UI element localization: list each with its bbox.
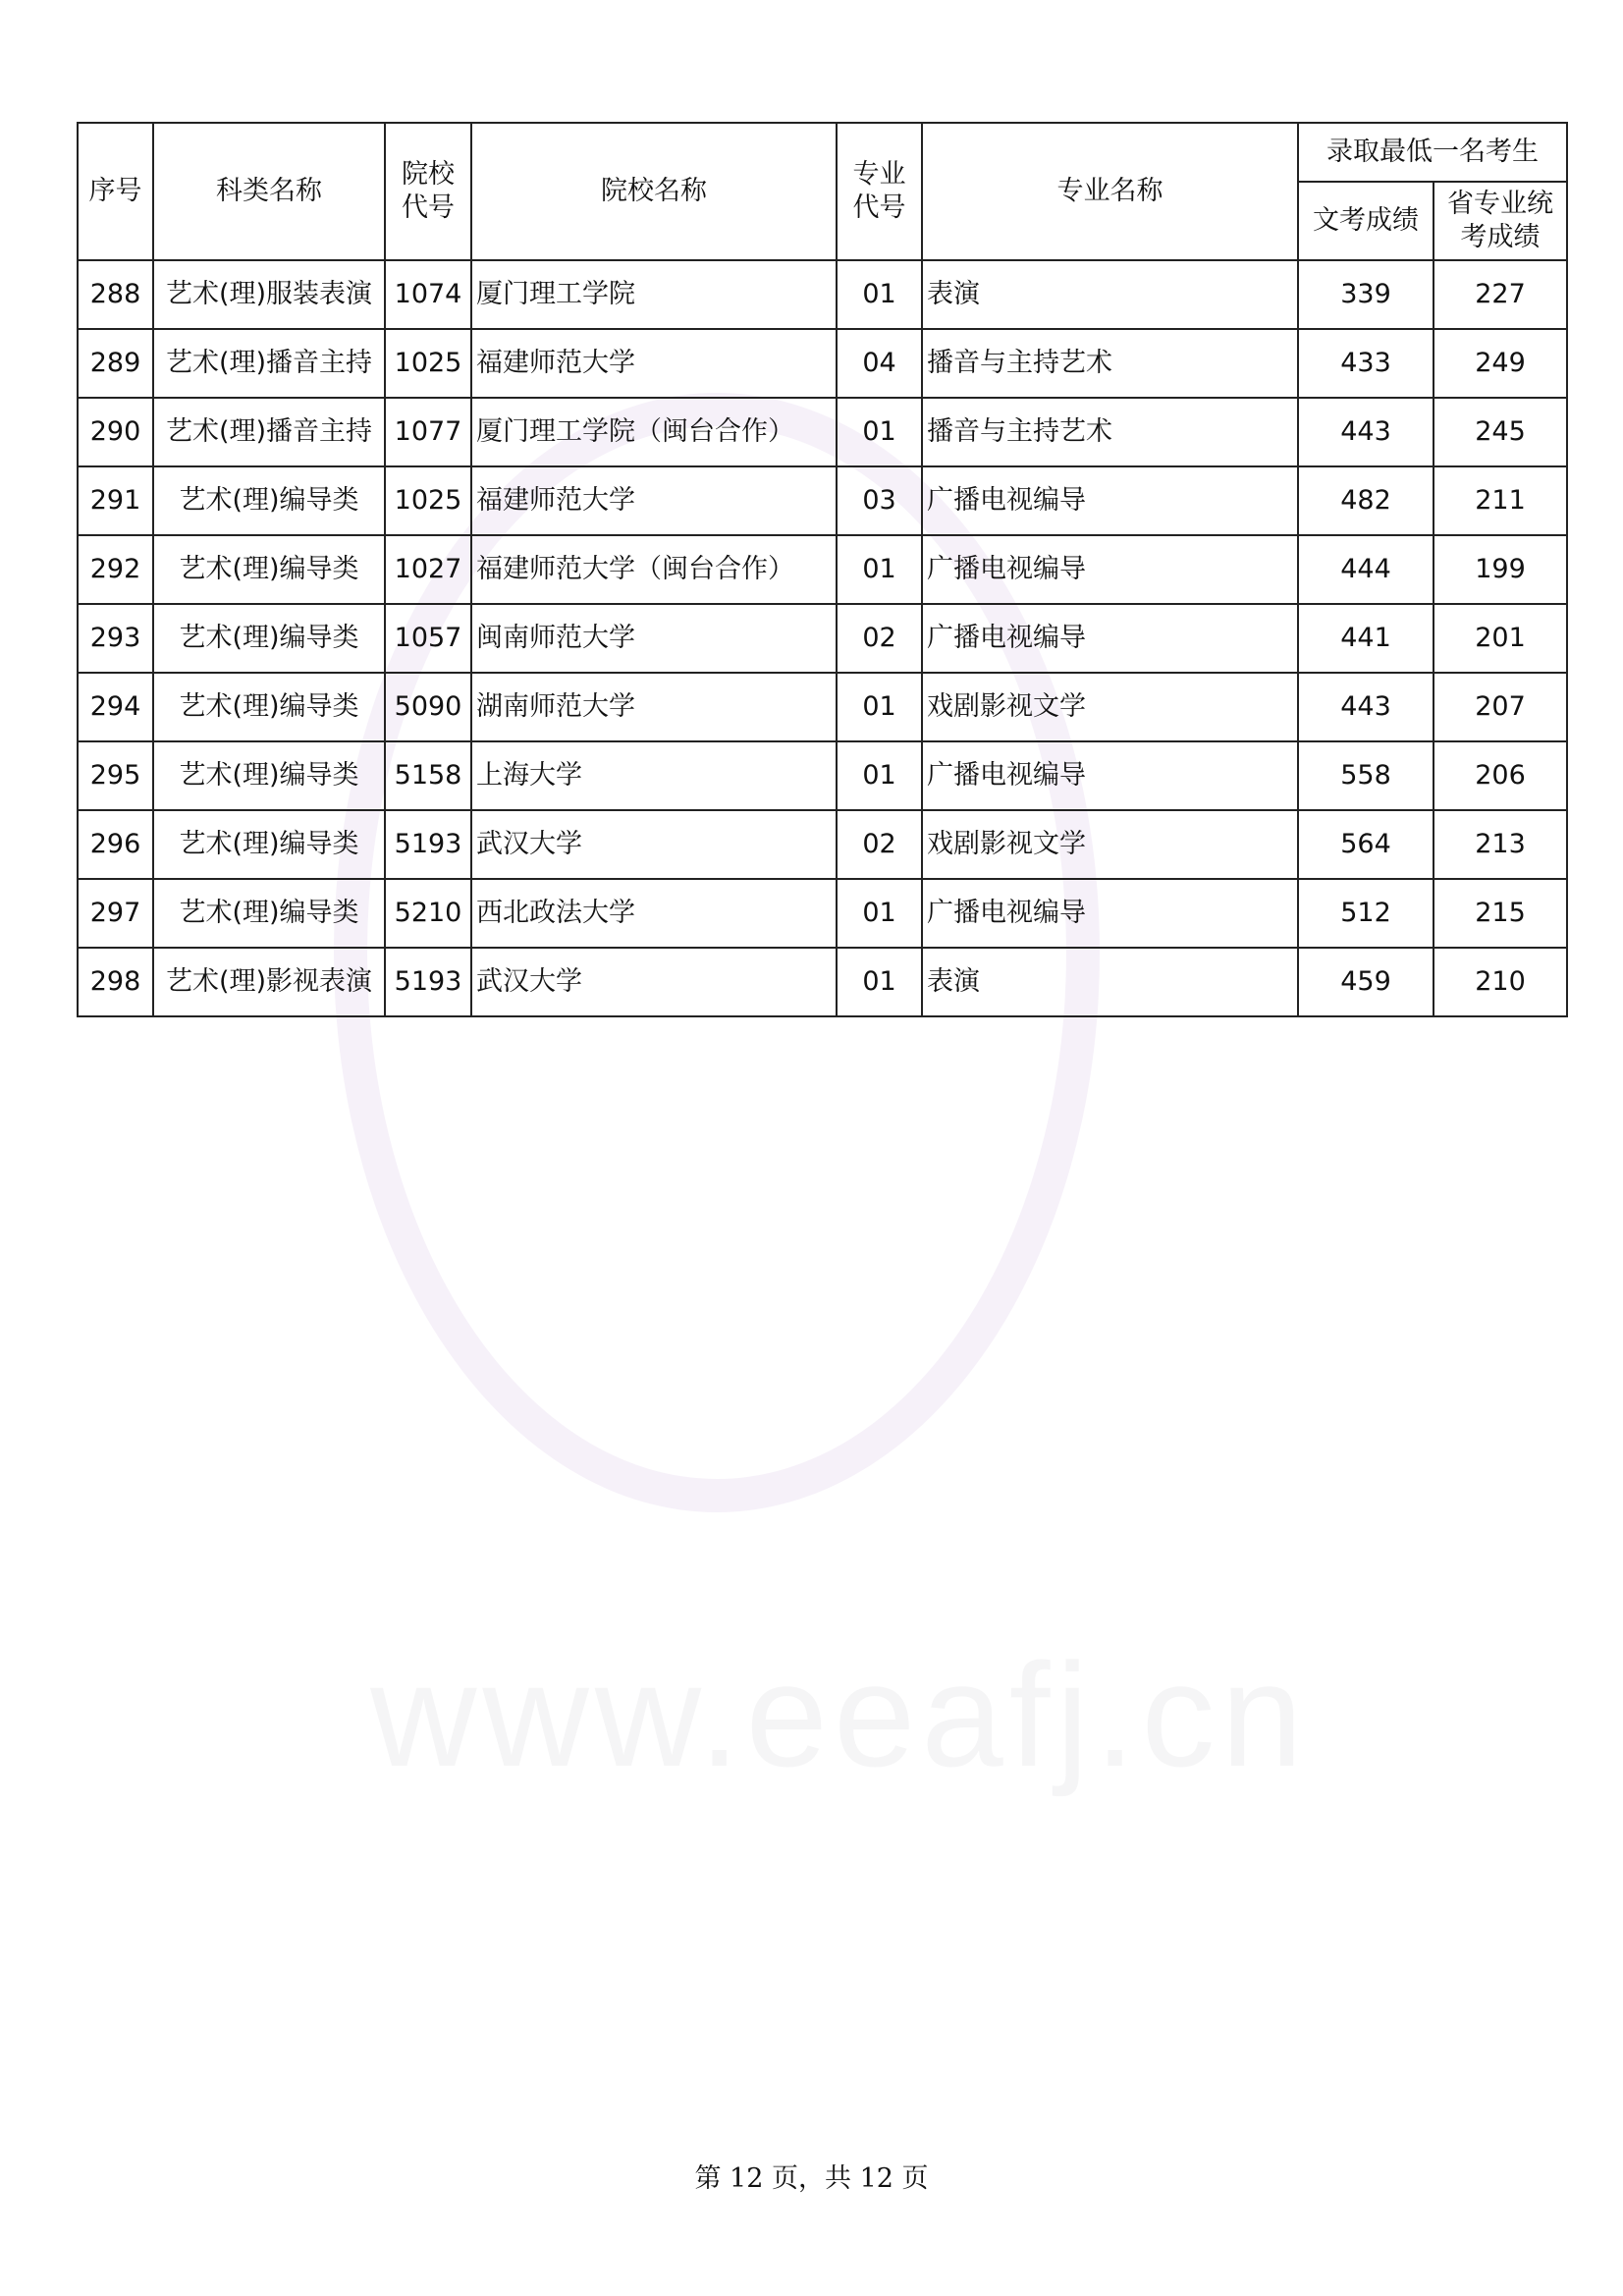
cell-school-name: 湖南师范大学: [471, 673, 837, 741]
table-row: [78, 398, 1567, 466]
cell-culture-score: 482: [1298, 466, 1434, 535]
cell-seq: 291: [78, 466, 153, 535]
table-row: [78, 260, 1567, 329]
cell-seq: 290: [78, 398, 153, 466]
cell-culture-score: 339: [1298, 260, 1434, 329]
cell-seq: 298: [78, 948, 153, 1016]
cell-pro-score: 215: [1434, 879, 1567, 948]
header-major-name: 专业名称: [922, 123, 1298, 260]
cell-pro-score: 249: [1434, 329, 1567, 398]
cell-school-name: 闽南师范大学: [471, 604, 837, 673]
cell-major-name: 表演: [922, 260, 1298, 329]
cell-major-code: 01: [837, 673, 922, 741]
cell-school-name: 上海大学: [471, 741, 837, 810]
cell-category: 艺术(理)编导类: [153, 810, 385, 879]
cell-school-name: 武汉大学: [471, 948, 837, 1016]
cell-seq: 296: [78, 810, 153, 879]
table-row: [78, 535, 1567, 604]
table-row: [78, 466, 1567, 535]
cell-major-name: 广播电视编导: [922, 466, 1298, 535]
cell-major-code: 03: [837, 466, 922, 535]
cell-school-code: 1074: [385, 260, 471, 329]
cell-school-code: 5090: [385, 673, 471, 741]
cell-school-code: 5193: [385, 948, 471, 1016]
cell-culture-score: 512: [1298, 879, 1434, 948]
cell-school-name: 福建师范大学: [471, 329, 837, 398]
cell-major-name: 播音与主持艺术: [922, 398, 1298, 466]
cell-seq: 297: [78, 879, 153, 948]
cell-major-name: 戏剧影视文学: [922, 810, 1298, 879]
cell-pro-score: 227: [1434, 260, 1567, 329]
cell-major-code: 01: [837, 741, 922, 810]
cell-pro-score: 245: [1434, 398, 1567, 466]
cell-category: 艺术(理)播音主持: [153, 398, 385, 466]
cell-category: 艺术(理)编导类: [153, 741, 385, 810]
cell-culture-score: 564: [1298, 810, 1434, 879]
cell-school-name: 福建师范大学（闽台合作）: [471, 535, 837, 604]
cell-major-code: 01: [837, 879, 922, 948]
cell-school-code: 5210: [385, 879, 471, 948]
cell-major-code: 01: [837, 260, 922, 329]
header-lowest-group: 录取最低一名考生: [1298, 123, 1567, 182]
header-row: [78, 123, 1567, 182]
cell-culture-score: 433: [1298, 329, 1434, 398]
cell-seq: 294: [78, 673, 153, 741]
cell-school-code: 5158: [385, 741, 471, 810]
cell-category: 艺术(理)编导类: [153, 604, 385, 673]
cell-pro-score: 207: [1434, 673, 1567, 741]
admission-table: [77, 122, 1568, 1017]
cell-seq: 293: [78, 604, 153, 673]
cell-school-code: 1027: [385, 535, 471, 604]
cell-pro-score: 206: [1434, 741, 1567, 810]
cell-major-name: 播音与主持艺术: [922, 329, 1298, 398]
cell-school-name: 厦门理工学院（闽台合作）: [471, 398, 837, 466]
cell-major-name: 戏剧影视文学: [922, 673, 1298, 741]
table-body: [78, 260, 1567, 1016]
cell-category: 艺术(理)编导类: [153, 673, 385, 741]
cell-school-name: 厦门理工学院: [471, 260, 837, 329]
header-pro-score: 省专业统 考成绩: [1434, 182, 1567, 260]
cell-major-code: 01: [837, 535, 922, 604]
cell-culture-score: 444: [1298, 535, 1434, 604]
cell-school-code: 1025: [385, 329, 471, 398]
cell-major-code: 02: [837, 810, 922, 879]
table-row: [78, 741, 1567, 810]
cell-school-code: 1057: [385, 604, 471, 673]
cell-seq: 295: [78, 741, 153, 810]
cell-major-name: 广播电视编导: [922, 604, 1298, 673]
header-culture-score: 文考成绩: [1298, 182, 1434, 260]
table-row: [78, 810, 1567, 879]
cell-category: 艺术(理)影视表演: [153, 948, 385, 1016]
cell-culture-score: 459: [1298, 948, 1434, 1016]
cell-school-name: 福建师范大学: [471, 466, 837, 535]
cell-major-name: 广播电视编导: [922, 535, 1298, 604]
cell-major-code: 01: [837, 948, 922, 1016]
cell-seq: 289: [78, 329, 153, 398]
page-number: 第 12 页，共 12 页: [694, 2163, 929, 2194]
cell-culture-score: 443: [1298, 673, 1434, 741]
cell-major-code: 04: [837, 329, 922, 398]
cell-school-name: 西北政法大学: [471, 879, 837, 948]
cell-category: 艺术(理)服装表演: [153, 260, 385, 329]
cell-category: 艺术(理)编导类: [153, 466, 385, 535]
cell-school-code: 1025: [385, 466, 471, 535]
cell-pro-score: 201: [1434, 604, 1567, 673]
cell-culture-score: 558: [1298, 741, 1434, 810]
header-school-code: 院校 代号: [385, 123, 471, 260]
cell-school-code: 1077: [385, 398, 471, 466]
cell-category: 艺术(理)编导类: [153, 535, 385, 604]
cell-pro-score: 211: [1434, 466, 1567, 535]
header-school-name: 院校名称: [471, 123, 837, 260]
header-category: 科类名称: [153, 123, 385, 260]
cell-major-name: 广播电视编导: [922, 879, 1298, 948]
table-row: [78, 948, 1567, 1016]
table-row: [78, 329, 1567, 398]
table-row: [78, 604, 1567, 673]
cell-major-code: 01: [837, 398, 922, 466]
cell-category: 艺术(理)编导类: [153, 879, 385, 948]
cell-major-name: 表演: [922, 948, 1298, 1016]
watermark-text: www.eeafj.cn: [370, 1632, 1309, 1797]
table-row: [78, 673, 1567, 741]
cell-major-code: 02: [837, 604, 922, 673]
header-seq: 序号: [78, 123, 153, 260]
cell-pro-score: 213: [1434, 810, 1567, 879]
cell-major-name: 广播电视编导: [922, 741, 1298, 810]
cell-culture-score: 443: [1298, 398, 1434, 466]
cell-seq: 292: [78, 535, 153, 604]
cell-pro-score: 199: [1434, 535, 1567, 604]
header-major-code: 专业 代号: [837, 123, 922, 260]
cell-culture-score: 441: [1298, 604, 1434, 673]
cell-pro-score: 210: [1434, 948, 1567, 1016]
cell-school-code: 5193: [385, 810, 471, 879]
cell-category: 艺术(理)播音主持: [153, 329, 385, 398]
cell-school-name: 武汉大学: [471, 810, 837, 879]
cell-seq: 288: [78, 260, 153, 329]
table-row: [78, 879, 1567, 948]
